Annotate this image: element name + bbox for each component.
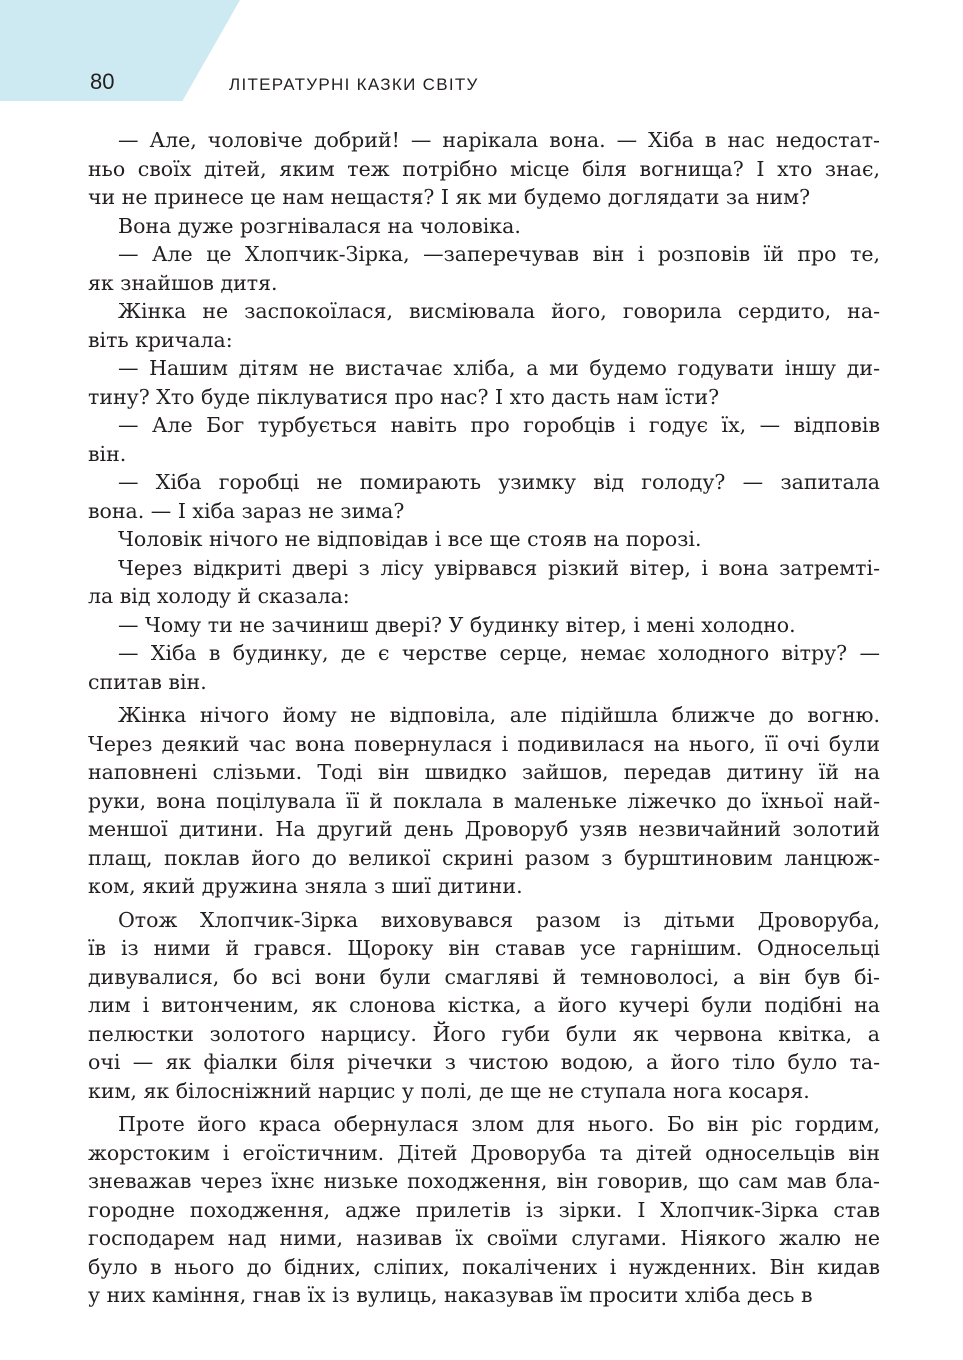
text-line: ла від холоду й сказала: — [88, 584, 350, 608]
corner-color-tab — [0, 0, 240, 101]
text-line: їв із ними й грався. Щороку він ставав усе гарнішим. Односельці — [88, 936, 880, 960]
text-line: — Але це Хлопчик-Зірка, —заперечував він і розповів їй про те, — [118, 242, 880, 266]
paragraph — [88, 297, 880, 354]
body-text — [88, 126, 880, 1310]
paragraph — [88, 468, 880, 525]
text-line: очі — як фіалки біля річечки з чистою водою, а його тіло було та- — [88, 1050, 880, 1074]
text-line: Жінка нічого йому не відповіла, але підійшла ближче до вогню. — [118, 703, 880, 727]
paragraph — [88, 1110, 880, 1310]
text-line: як знайшов дитя. — [88, 270, 278, 295]
text-line: віть кричала: — [88, 327, 233, 352]
paragraph — [88, 126, 880, 212]
text-line: тину? Хто буде піклуватися про нас? І хто дасть нам їсти? — [88, 384, 720, 409]
text-line: господарем над ними, називав їх своїми слугами. Ніякого жалю не — [88, 1226, 880, 1250]
paragraph — [118, 212, 880, 241]
running-header-title: ЛІТЕРАТУРНІ КАЗКИ СВІТУ — [229, 75, 479, 94]
paragraph — [88, 639, 880, 696]
text-line: — Але Бог турбується навіть про горобців і годує їх, — відповів — [118, 413, 880, 437]
text-line: вона. — І хіба зараз не зима? — [88, 498, 405, 523]
paragraph — [88, 411, 880, 468]
text-line: пелюстки золотого нарцису. Його губи були як червона квітка, а — [88, 1021, 880, 1046]
text-line: наповнені слізьми. Тоді він швидко зайшов, передав дитину їй на — [88, 760, 880, 784]
text-line: зневажав через їхнє низьке походження, він говорив, що сам мав бла- — [88, 1169, 880, 1193]
text-line: Проте його краса обернулася злом для нього. Бо він ріс гордим, — [118, 1112, 880, 1136]
text-line: лим і витонченим, як слонова кістка, а його кучері були подібні на — [88, 993, 880, 1017]
text-line: ком, який дружина зняла з шиї дитини. — [88, 874, 523, 898]
text-line: Вона дуже розгнівалася на чоловіка. — [118, 213, 521, 238]
text-line: Отож Хлопчик-Зірка виховувався разом із дітьми Дроворуба, — [118, 907, 880, 932]
text-line: чи не принесе це нам нещастя? І як ми будемо доглядати за ним? — [88, 185, 811, 209]
text-line: жорстоким і егоїстичним. Дітей Дроворуба та дітей односельців він — [88, 1140, 880, 1165]
text-line: дивувалися, бо всі вони були смагляві й темноволосі, а він був бі- — [88, 964, 880, 989]
paragraph — [88, 240, 880, 297]
text-line: він. — [88, 441, 127, 466]
paragraph — [118, 611, 880, 640]
paragraph — [88, 701, 880, 901]
text-line: — Хіба в будинку, де є черстве серце, немає холодного вітру? — — [118, 641, 880, 665]
text-line: меншої дитини. На другий день Дроворуб узяв незвичайний золотий — [88, 817, 880, 841]
text-line: — Хіба горобці не помирають узимку від голоду? — запитала — [118, 470, 880, 494]
text-line: — Нашим дітям не вистачає хліба, а ми будемо годувати іншу ди- — [118, 356, 880, 380]
text-line: спитав він. — [88, 669, 207, 694]
paragraph — [88, 906, 880, 1106]
paragraph — [118, 525, 880, 554]
text-line: у них каміння, гнав їх із вулиць, наказував їм просити хліба десь в — [88, 1283, 813, 1307]
text-line: — Чому ти не зачиниш двері? У будинку вітер, і мені холодно. — [118, 612, 796, 637]
text-line: — Але, чоловіче добрий! — нарікала вона. — Хіба в нас недостат- — [118, 128, 880, 152]
page-number: 80 — [90, 69, 115, 94]
paragraph — [88, 354, 880, 411]
text-line: Чоловік нічого не відповідав і все ще стояв на порозі. — [118, 527, 702, 551]
text-line: Через відкриті двері з лісу увірвався різкий вітер, і вона затремті- — [118, 555, 880, 580]
text-line: ким, як білосніжний нарцис у полі, де ще не ступала нога косаря. — [88, 1078, 810, 1103]
text-line: плащ, поклав його до великої скрині разом з бурштиновим ланцюж- — [88, 845, 880, 870]
text-line: руки, вона поцілувала її й поклала в маленьке ліжечко до їхньої най- — [88, 788, 880, 813]
text-line: городне походження, адже прилетів із зірки. І Хлопчик-Зірка став — [88, 1197, 880, 1222]
text-line: Через деякий час вона повернулася і подивилася на нього, її очі були — [88, 731, 880, 756]
paragraph — [88, 554, 880, 611]
text-line: ньо своїх дітей, яким теж потрібно місце біля вогнища? І хто знає, — [88, 156, 880, 181]
text-line: було в нього до бідних, сліпих, покалічених і нужденних. Він кидав — [88, 1254, 880, 1279]
text-line: Жінка не заспокоїлася, висміювала його, говорила сердито, на- — [118, 299, 880, 323]
